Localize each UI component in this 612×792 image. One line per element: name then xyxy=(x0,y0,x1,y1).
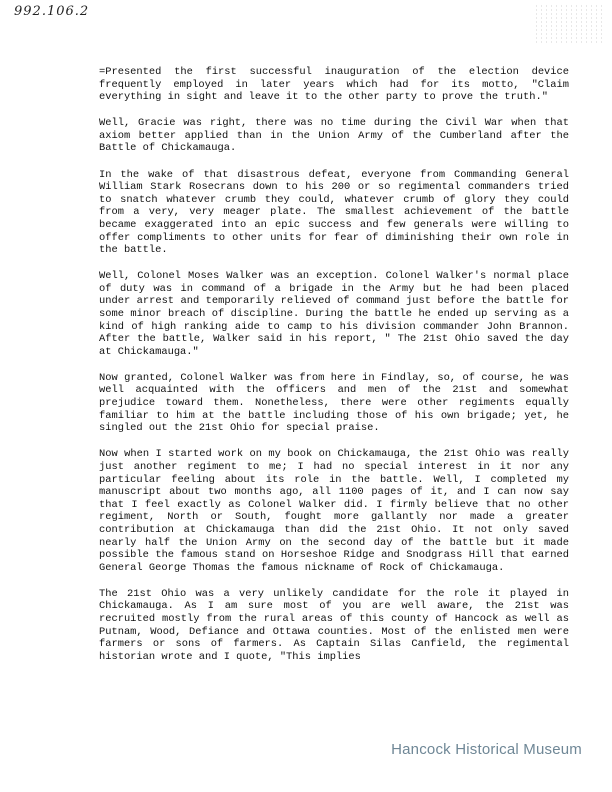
paragraph-3: In the wake of that disastrous defeat, everyone from Commanding General William Stark Rosecrans down to his 200 or so regimental commanders tried to snatch whatever crumb they could, whatever crumb of glory they could from a very, very meager plate. The smallest achievement of the battle became exaggerated into an epic success and few generals were willing to offer compliments to other units for fear of diminishing their own role in the battle. xyxy=(99,168,569,257)
paragraph-7: The 21st Ohio was a very unlikely candidate for the role it played in Chickamauga. As I am sure most of you are well aware, the 21st was recruited mostly from the rural areas of this county of Hancock as well as Putnam, Wood, Defiance and Ottawa counties. Most of the enlisted men were farmers or sons of farmers. As Captain Silas Canfield, the regimental historian wrote and I quote, "This implies xyxy=(99,587,569,663)
paragraph-4: Well, Colonel Moses Walker was an exception. Colonel Walker's normal place of duty was in command of a brigade in the Army but he had been placed under arrest and temporarily relieved of command just before the battle for some minor breach of discipline. During the battle he ended up serving as a kind of high ranking aide to camp to his division commander John Brannon. After the battle, Walker said in his report, " The 21st Ohio saved the day at Chickamauga." xyxy=(99,270,569,358)
museum-watermark: Hancock Historical Museum xyxy=(391,741,582,758)
paragraph-6: Now when I started work on my book on Chickamauga, the 21st Ohio was really just another regiment to me; I had no special interest in it nor any particular feeling about its role in the battle. Well, I completed my manuscript about two months ago, all 1100 pages of it, and I can now say that I feel exactly as Colonel Walker did. I firmly believe that no other regiment, North or South, fought more gallantly nor made a greater contribution at Chickamauga than did the 21st Ohio. It not only saved nearly half the Union Army on the second day of the battle but it made possible the famous stand on Horseshoe Ridge and Snodgrass Hill that earned General George Thomas the famous nickname of Rock of Chickamauga. xyxy=(99,448,569,574)
scan-noise xyxy=(534,4,604,44)
handwritten-catalog-number: 992.106.2 xyxy=(14,4,90,19)
paragraph-5: Now granted, Colonel Walker was from here in Findlay, so, of course, he was well acquainted with the officers and men of the 21st and somewhat prejudice toward them. Nonetheless, there were other regiments equally familiar to him at the battle including those of his own brigade; yet, he singled out the 21st Ohio for special praise. xyxy=(99,371,569,435)
paragraph-1: =Presented the first successful inauguration of the election device frequently employed in later years which had for its motto, "Claim everything in sight and leave it to the other party to prove the truth." xyxy=(99,66,569,104)
paragraph-2: Well, Gracie was right, there was no time during the Civil War when that axiom better applied than in the Union Army of the Cumberland after the Battle of Chickamauga. xyxy=(99,117,569,155)
body-text xyxy=(99,66,569,677)
